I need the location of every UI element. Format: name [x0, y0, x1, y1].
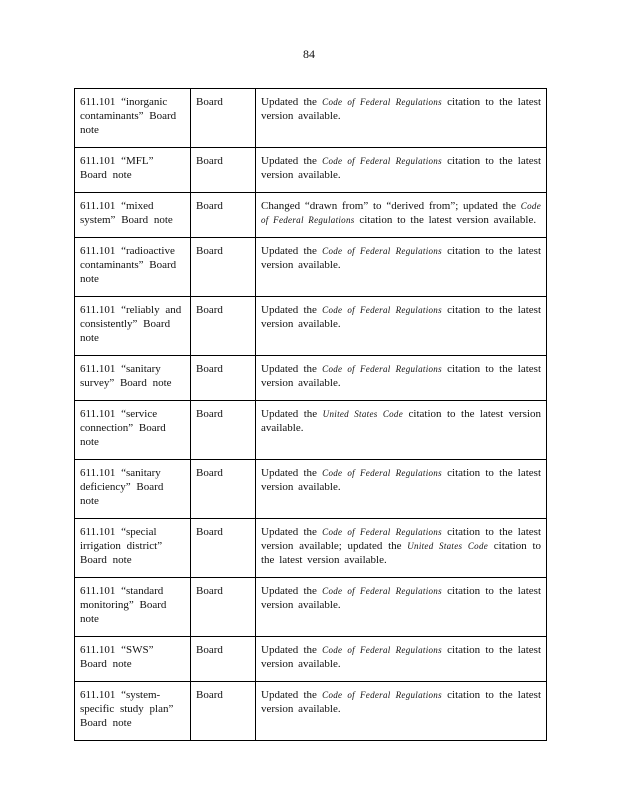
source-cell: Board [191, 89, 256, 148]
table-row [75, 401, 547, 460]
source-cell: Board [191, 297, 256, 356]
description-text: citation to the latest version available. [261, 408, 542, 434]
rule-reference-cell: 611.101 “MFL” Board note [75, 148, 191, 193]
table-row [75, 148, 547, 193]
citation-title: United States Code [407, 541, 489, 551]
rule-reference-cell: 611.101 “mixed system” Board note [75, 193, 191, 238]
table-row [75, 89, 547, 148]
rule-reference-cell: 611.101 “special irrigation district” Board note [75, 519, 191, 578]
page-number: 84 [303, 47, 315, 61]
rule-reference-cell: 611.101 “service connection” Board note [75, 401, 191, 460]
change-description-cell [256, 148, 547, 193]
description-text: citation to the latest version available; updated the [261, 526, 542, 552]
description-text: Updated the [261, 644, 323, 656]
source-cell: Board [191, 401, 256, 460]
description-text: Updated the [261, 304, 323, 316]
change-description-cell [256, 356, 547, 401]
description-text: citation to the latest version available. [261, 540, 542, 566]
source-cell: Board [191, 637, 256, 682]
source-cell: Board [191, 148, 256, 193]
source-cell: Board [191, 356, 256, 401]
citation-title: Code of Federal Regulations [261, 201, 541, 225]
rule-reference-cell: 611.101 “sanitary survey” Board note [75, 356, 191, 401]
source-cell: Board [191, 460, 256, 519]
description-text: citation to the latest version available. [261, 644, 542, 670]
change-description-cell [256, 238, 547, 297]
change-description-cell [256, 297, 547, 356]
change-description-cell [256, 578, 547, 637]
description-text: citation to the latest version available. [261, 155, 542, 181]
description-text: Updated the [261, 408, 323, 420]
table-row [75, 238, 547, 297]
change-description-cell [256, 460, 547, 519]
citation-title: Code of Federal Regulations [322, 527, 442, 537]
table-row [75, 356, 547, 401]
description-text: Updated the [261, 96, 323, 108]
change-description-cell [256, 682, 547, 741]
rule-reference-cell: 611.101 “inorganic contaminants” Board note [75, 89, 191, 148]
description-text: Updated the [261, 526, 323, 538]
description-text: Changed “drawn from” to “derived from”; updated the [261, 200, 521, 212]
description-text: citation to the latest version available. [261, 304, 542, 330]
citation-title: Code of Federal Regulations [322, 156, 442, 166]
table-row [75, 637, 547, 682]
rule-reference-cell: 611.101 “reliably and consistently” Board note [75, 297, 191, 356]
table-row [75, 193, 547, 238]
rule-reference-cell: 611.101 “SWS” Board note [75, 637, 191, 682]
description-text: Updated the [261, 245, 323, 257]
citation-title: Code of Federal Regulations [322, 97, 442, 107]
citation-title: Code of Federal Regulations [322, 690, 442, 700]
table-row [75, 519, 547, 578]
description-text: Updated the [261, 155, 323, 167]
description-text: citation to the latest version available. [261, 363, 542, 389]
rule-reference-cell: 611.101 “standard monitoring” Board note [75, 578, 191, 637]
source-cell: Board [191, 682, 256, 741]
citation-title: Code of Federal Regulations [322, 364, 442, 374]
table-row [75, 578, 547, 637]
source-cell: Board [191, 238, 256, 297]
changes-table-body [75, 89, 547, 741]
table-row [75, 297, 547, 356]
changes-table [74, 88, 547, 741]
rule-reference-cell: 611.101 “sanitary deficiency” Board note [75, 460, 191, 519]
citation-title: Code of Federal Regulations [322, 305, 442, 315]
change-description-cell [256, 637, 547, 682]
change-description-cell [256, 519, 547, 578]
source-cell: Board [191, 578, 256, 637]
citation-title: Code of Federal Regulations [322, 645, 442, 655]
citation-title: United States Code [322, 409, 404, 419]
description-text: citation to the latest version available. [261, 245, 542, 271]
description-text: citation to the latest version available. [261, 689, 542, 715]
rule-reference-cell: 611.101 “radioactive contaminants” Board note [75, 238, 191, 297]
table-row [75, 460, 547, 519]
table-row [75, 682, 547, 741]
source-cell: Board [191, 519, 256, 578]
description-text: citation to the latest version available. [261, 96, 542, 122]
description-text: Updated the [261, 585, 323, 597]
citation-title: Code of Federal Regulations [322, 246, 442, 256]
description-text: citation to the latest version available. [354, 214, 537, 226]
description-text: Updated the [261, 467, 323, 479]
change-description-cell [256, 89, 547, 148]
description-text: citation to the latest version available. [261, 585, 542, 611]
rule-reference-cell: 611.101 “system-specific study plan” Board note [75, 682, 191, 741]
source-cell: Board [191, 193, 256, 238]
change-description-cell [256, 193, 547, 238]
citation-title: Code of Federal Regulations [322, 586, 442, 596]
description-text: Updated the [261, 363, 323, 375]
description-text: citation to the latest version available. [261, 467, 542, 493]
citation-title: Code of Federal Regulations [322, 468, 442, 478]
change-description-cell [256, 401, 547, 460]
description-text: Updated the [261, 689, 323, 701]
